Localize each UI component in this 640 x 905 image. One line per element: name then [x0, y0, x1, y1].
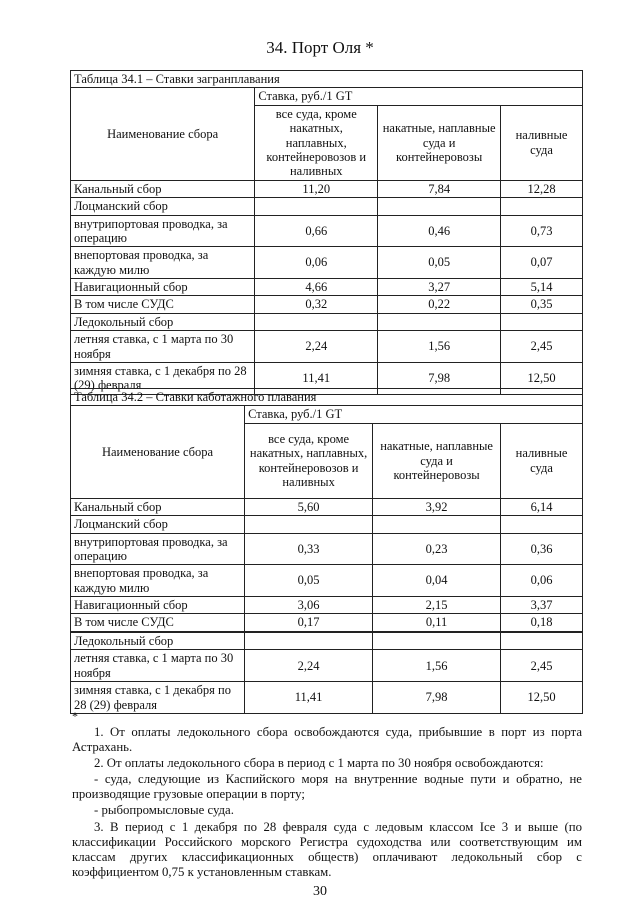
table-row [71, 180, 583, 197]
page-title: 34. Порт Оля * [266, 38, 374, 57]
rate-value: 0,35 [501, 296, 583, 313]
footnote-marker: * [72, 709, 78, 723]
fee-name: внутрипортовая проводка, за операцию [71, 533, 245, 565]
rate-value: 0,46 [378, 215, 501, 247]
table-icebreaker [70, 632, 583, 714]
rate-value: 0,05 [378, 247, 501, 279]
rate-header: Ставка, руб./1 GT [245, 406, 583, 423]
rate-value: 7,98 [373, 682, 501, 714]
rate-value: 11,41 [245, 682, 373, 714]
table-caption: Таблица 34.2 – Ставки каботажного плавания [71, 389, 583, 406]
rate-value [245, 516, 373, 533]
rate-value [378, 198, 501, 215]
fee-name: В том числе СУДС [71, 296, 255, 313]
rate-value: 2,24 [245, 650, 373, 682]
rate-value [378, 313, 501, 330]
rate-value: 12,50 [501, 362, 583, 394]
fee-name: Ледокольный сбор [71, 313, 255, 330]
footnote-3: 3. В период с 1 декабря по 28 февраля суда с ледовым классом Ice 3 и выше (по классификации Российского морского Регистра судоходства или соответствующим им классам других классификационных обществ) оплачивают ледокольный сбор с коэффициентом 0,75 к установленным ставкам. [72, 819, 582, 879]
table-row [71, 597, 583, 614]
rate-value: 0,66 [255, 215, 378, 247]
table-34-1 [70, 70, 583, 395]
rate-value [255, 198, 378, 215]
fee-name: В том числе СУДС [71, 614, 245, 631]
rate-value: 6,14 [501, 498, 583, 515]
fee-name-header: Наименование сбора [71, 406, 245, 498]
fee-name: летняя ставка, с 1 марта по 30 ноября [71, 650, 245, 682]
rate-value: 0,05 [245, 565, 373, 597]
rate-value: 3,92 [373, 498, 501, 515]
rate-value [501, 633, 583, 650]
table-34-2 [70, 388, 583, 632]
fee-name: Навигационный сбор [71, 597, 245, 614]
rate-value [373, 516, 501, 533]
rate-value [255, 313, 378, 330]
table-row [71, 565, 583, 597]
table-row [71, 215, 583, 247]
table-row [71, 516, 583, 533]
table-row [71, 614, 583, 631]
col-all-ships-header: все суда, кроме накатных, наплавных, контейнеровозов и наливных [245, 423, 373, 498]
fee-name: зимняя ставка, с 1 декабря по 28 (29) февраля [71, 682, 245, 714]
fee-name: Канальный сбор [71, 180, 255, 197]
table-row [71, 682, 583, 714]
rate-value: 0,73 [501, 215, 583, 247]
rate-value: 0,33 [245, 533, 373, 565]
rate-value [373, 633, 501, 650]
fee-name: Навигационный сбор [71, 279, 255, 296]
table-row [71, 198, 583, 215]
rate-value [501, 198, 583, 215]
table-row [71, 247, 583, 279]
rate-value: 2,15 [373, 597, 501, 614]
rate-value: 7,84 [378, 180, 501, 197]
fee-name: зимняя ставка, с 1 декабря по 28 (29) февраля [71, 362, 255, 394]
rate-value: 0,22 [378, 296, 501, 313]
rate-value: 0,06 [501, 565, 583, 597]
fee-name: внутрипортовая проводка, за операцию [71, 215, 255, 247]
rate-value: 0,18 [501, 614, 583, 631]
rate-value: 12,50 [501, 682, 583, 714]
rate-value: 7,98 [378, 362, 501, 394]
rate-value: 3,06 [245, 597, 373, 614]
rate-value: 2,45 [501, 331, 583, 363]
rate-value: 0,06 [255, 247, 378, 279]
fee-name: летняя ставка, с 1 марта по 30 ноября [71, 331, 255, 363]
col-tankers-header: наливные суда [501, 105, 583, 180]
fee-name: Лоцманский сбор [71, 198, 255, 215]
footnote-2: 2. От оплаты ледокольного сбора в период с 1 марта по 30 ноября освобождаются: [94, 756, 544, 771]
rate-value: 3,27 [378, 279, 501, 296]
rate-value: 11,20 [255, 180, 378, 197]
footnote-2a: - суда, следующие из Каспийского моря на внутренние водные пути и обратно, не производящие грузовые операции в порту; [72, 772, 582, 802]
rate-value: 12,28 [501, 180, 583, 197]
table-row [71, 533, 583, 565]
table-row [71, 633, 583, 650]
table-row [71, 279, 583, 296]
fee-name: внепортовая проводка, за каждую милю [71, 247, 255, 279]
rate-value: 0,11 [373, 614, 501, 631]
rate-value: 1,56 [373, 650, 501, 682]
rate-value: 2,24 [255, 331, 378, 363]
table-row [71, 650, 583, 682]
rate-value: 0,04 [373, 565, 501, 597]
rate-value: 4,66 [255, 279, 378, 296]
table-row [71, 296, 583, 313]
table-row [71, 331, 583, 363]
col-all-ships-header: все суда, кроме накатных, наплавных, контейнеровозов и наливных [255, 105, 378, 180]
rate-value: 5,14 [501, 279, 583, 296]
rate-value: 0,32 [255, 296, 378, 313]
page-number: 30 [313, 884, 327, 899]
fee-name-header: Наименование сбора [71, 88, 255, 180]
footnotes [72, 725, 582, 881]
col-tankers-header: наливные суда [501, 423, 583, 498]
fee-name: Канальный сбор [71, 498, 245, 515]
rate-value: 1,56 [378, 331, 501, 363]
rate-value: 0,07 [501, 247, 583, 279]
col-roro-header: накатные, наплавные суда и контейнеровозы [378, 105, 501, 180]
rate-value: 11,41 [255, 362, 378, 394]
footnote-2b: - рыбопромысловые суда. [94, 803, 234, 818]
table-caption: Таблица 34.1 – Ставки загранплавания [71, 71, 583, 88]
rate-value: 0,23 [373, 533, 501, 565]
rate-header: Ставка, руб./1 GT [255, 88, 583, 105]
rate-value: 5,60 [245, 498, 373, 515]
rate-value: 0,36 [501, 533, 583, 565]
rate-value: 3,37 [501, 597, 583, 614]
fee-name: внепортовая проводка, за каждую милю [71, 565, 245, 597]
rate-value: 0,17 [245, 614, 373, 631]
table-row [71, 498, 583, 515]
table-row [71, 313, 583, 330]
rate-value [501, 516, 583, 533]
col-roro-header: накатные, наплавные суда и контейнеровозы [373, 423, 501, 498]
fee-name: Ледокольный сбор [71, 633, 245, 650]
footnote-1: 1. От оплаты ледокольного сбора освобождаются суда, прибывшие в порт из порта Астрахань. [72, 725, 582, 755]
fee-name: Лоцманский сбор [71, 516, 245, 533]
rate-value [501, 313, 583, 330]
rate-value [245, 633, 373, 650]
rate-value: 2,45 [501, 650, 583, 682]
